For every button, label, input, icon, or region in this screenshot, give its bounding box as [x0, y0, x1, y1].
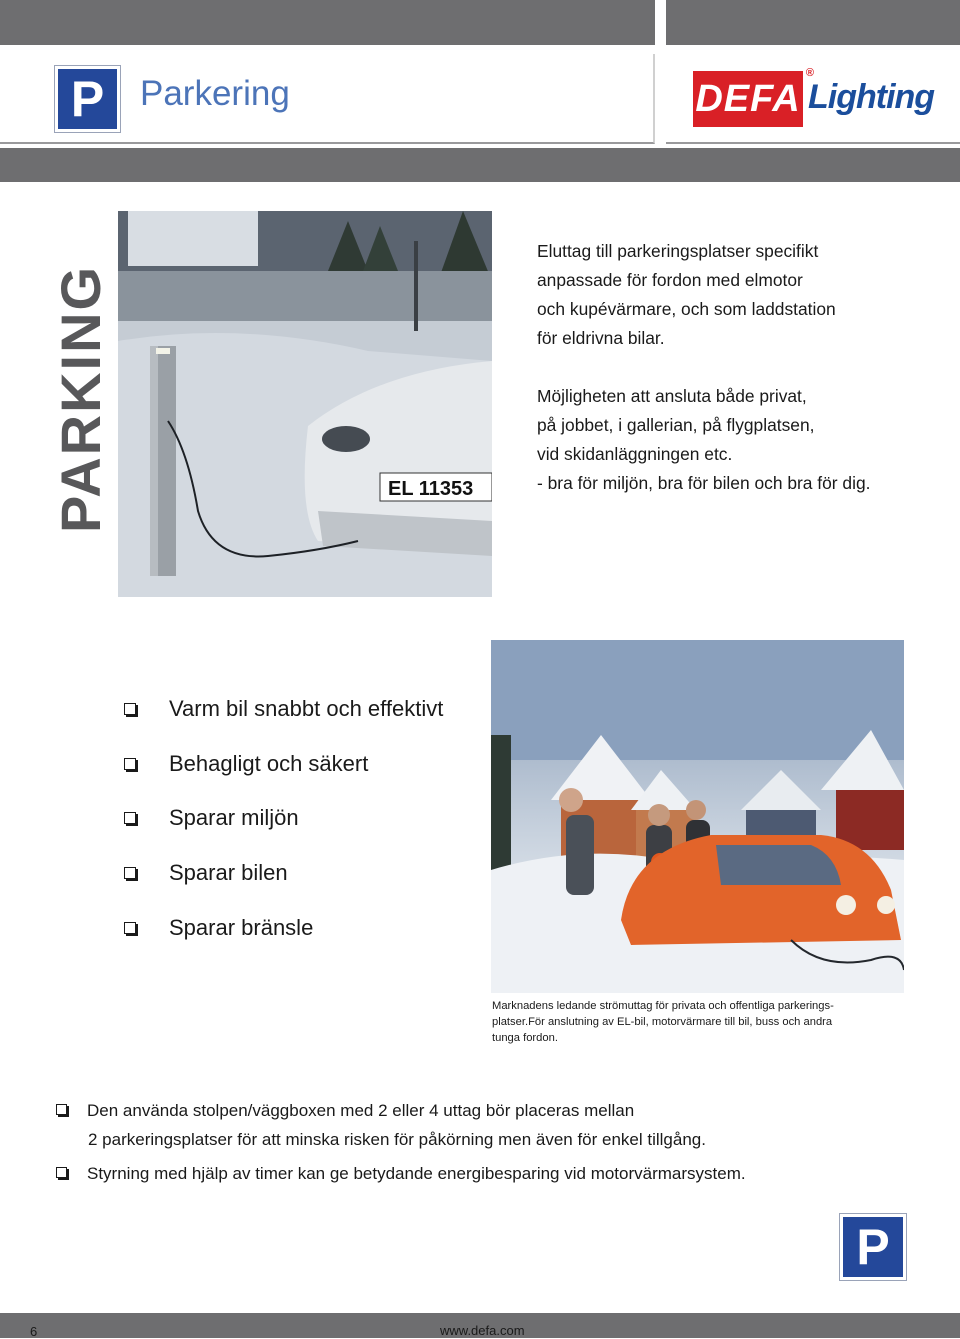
note-item	[56, 1159, 936, 1188]
note-line: 2 parkeringsplatser för att minska risken för påkörning men även för enkel tillgång.	[88, 1130, 706, 1149]
family-car-photo	[491, 640, 904, 993]
checkbox-bullet-icon	[124, 867, 136, 879]
charging-post-illustration	[118, 211, 492, 597]
registered-mark: ®	[805, 67, 815, 79]
intro-line: på jobbet, i gallerian, på flygplatsen,	[537, 415, 815, 435]
footer-parking-sign-letter: P	[856, 1219, 890, 1275]
intro-line: för eldrivna bilar.	[537, 328, 665, 348]
caption-line: tunga fordon.	[492, 1032, 558, 1044]
benefit-item	[124, 900, 443, 955]
benefit-item	[124, 682, 443, 737]
benefit-label: Sparar bränsle	[169, 914, 314, 940]
benefit-item	[124, 791, 443, 846]
side-label-parking: PARKING	[49, 264, 112, 533]
note-item-continuation	[56, 1125, 936, 1154]
note-line: Styrning med hjälp av timer kan ge betydande energibesparing vid motorvärmarsystem.	[87, 1164, 746, 1183]
intro-paragraph-2	[537, 382, 937, 498]
benefit-item	[124, 737, 443, 792]
intro-line: - bra för miljön, bra för bilen och bra för dig.	[537, 473, 871, 493]
checkbox-bullet-icon	[124, 703, 136, 715]
benefit-label: Sparar bilen	[169, 860, 288, 886]
license-plate-text: EL 11353	[388, 478, 474, 500]
intro-line: Eluttag till parkeringsplatser specifikt	[537, 241, 819, 261]
notes-list	[56, 1096, 936, 1188]
intro-line: Möjligheten att ansluta både privat,	[537, 386, 807, 406]
caption-line: Marknadens ledande strömuttag för privata och offentliga parkerings-	[492, 1000, 834, 1012]
intro-line: vid skidanläggningen etc.	[537, 444, 733, 464]
checkbox-bullet-icon	[124, 758, 136, 770]
footer-url[interactable]: www.defa.com	[440, 1323, 525, 1338]
lighting-wordmark: Lighting	[808, 78, 935, 116]
checkbox-bullet-icon	[56, 1167, 67, 1178]
defa-logo-text: DEFA	[695, 77, 801, 120]
header-grey-band	[0, 148, 960, 182]
benefit-label: Varm bil snabbt och effektivt	[169, 696, 444, 722]
benefit-item	[124, 846, 443, 901]
note-item	[56, 1096, 936, 1125]
caption-line: platser.För anslutning av EL-bil, motorvärmare till bil, buss och andra	[492, 1016, 833, 1028]
footer-parking-sign-icon	[840, 1214, 906, 1280]
header-top-bar	[0, 0, 655, 45]
page-number: 6	[30, 1324, 38, 1339]
defa-logo	[693, 67, 815, 127]
checkbox-bullet-icon	[124, 812, 136, 824]
intro-paragraph-1	[537, 237, 937, 353]
benefit-label: Sparar miljön	[169, 805, 299, 831]
family-car-illustration	[491, 640, 904, 993]
benefit-label: Behagligt och säkert	[169, 750, 369, 776]
note-line: Den använda stolpen/väggboxen med 2 eller 4 uttag bör placeras mellan	[87, 1101, 635, 1120]
charging-post-photo	[118, 211, 492, 597]
page-title: Parkering	[140, 74, 290, 113]
header-top-bar-right	[666, 0, 960, 45]
parking-sign-icon	[55, 66, 120, 132]
checkbox-bullet-icon	[56, 1104, 67, 1115]
checkbox-bullet-icon	[124, 922, 136, 934]
intro-line: anpassade för fordon med elmotor	[537, 270, 803, 290]
intro-line: och kupévärmare, och som laddstation	[537, 299, 836, 319]
parking-sign-letter: P	[70, 71, 105, 127]
photo-caption	[492, 998, 912, 1046]
benefits-list	[124, 682, 443, 955]
